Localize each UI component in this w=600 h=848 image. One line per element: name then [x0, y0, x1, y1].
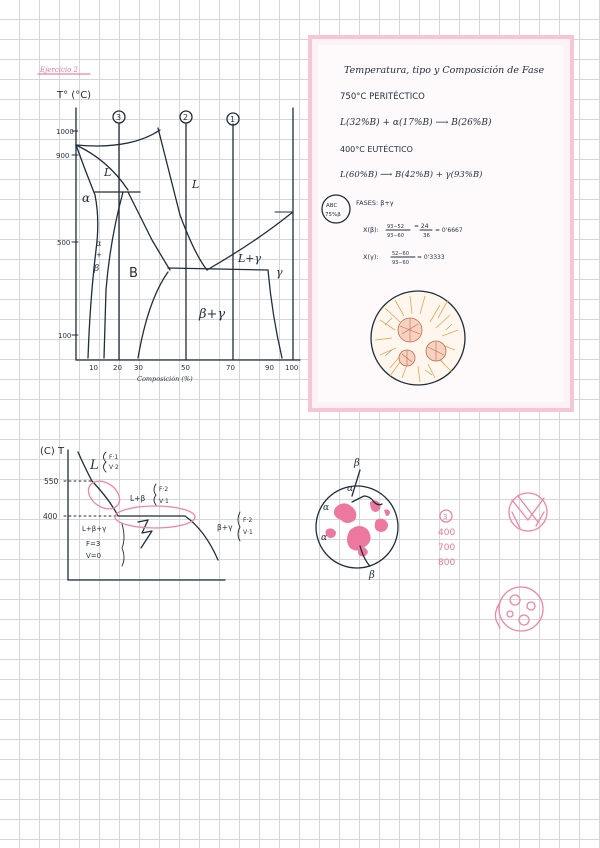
side-list-item-800: 800: [438, 558, 456, 568]
x-tick-50: 50: [181, 364, 190, 372]
grain-sketch: [316, 458, 398, 581]
beta-boundary-left: [104, 192, 123, 358]
x-gamma-result: = 0'3333: [417, 254, 445, 261]
x-axis-label: Composición (%): [137, 375, 193, 383]
y-tick-900: 900: [56, 152, 70, 160]
beta-solvus: [138, 272, 168, 358]
l-phase-label: L: [90, 458, 99, 473]
side-list-item-400: 400: [438, 528, 456, 538]
x-beta-denominator: 93−60: [387, 233, 404, 239]
eutectic-header: 400°C EUTÉCTICO: [340, 145, 413, 154]
beta-boundary-right: [128, 192, 170, 270]
temp-550: 550: [44, 477, 59, 486]
alpha-label-b: α: [323, 503, 330, 513]
x-beta-result: = 0'6667: [435, 227, 463, 234]
lbg-f: F=3: [86, 540, 101, 548]
alloy-marker-3-label: 3: [116, 113, 122, 122]
side-list: [438, 510, 455, 568]
phase-diagram: [56, 90, 300, 383]
y-tick-500: 500: [57, 239, 71, 247]
peritectic-equation: L(32%B) + α(17%B) ⟶ B(26%B): [340, 118, 492, 128]
l-f: F·1: [109, 454, 119, 461]
temp-400: 400: [43, 512, 58, 521]
liquidus-middle: [158, 128, 207, 270]
region-l-gamma: L+γ: [238, 252, 262, 265]
x-beta-label: X(β):: [363, 226, 379, 234]
cooling-axis-label: (C) T: [40, 446, 65, 457]
beta-pointer-top: [352, 470, 360, 496]
side-list-item-700: 700: [438, 543, 456, 553]
x-beta-mid: = 24: [414, 223, 429, 230]
y-tick-1000: 1000: [56, 128, 74, 136]
y-axis-label: T° (°C): [57, 90, 92, 101]
x-tick-20: 20: [113, 364, 122, 372]
alpha-label-c: α: [321, 533, 328, 543]
region-alpha: α: [82, 191, 91, 205]
lbg-v: V=0: [86, 552, 102, 560]
pink-sketch-bottom: [495, 587, 543, 631]
y-tick-100: 100: [58, 332, 72, 340]
region-beta: B: [129, 266, 138, 281]
beta-bottom-label: β: [369, 570, 375, 581]
peritectic-header: 750°C PERITÉCTICO: [340, 92, 425, 102]
eutectic-equation: L(60%B) ⟶ B(42%B) + γ(93%B): [340, 170, 483, 180]
x-tick-90: 90: [265, 364, 274, 372]
x-gamma-label: X(γ):: [363, 253, 379, 261]
region-liquid: L: [192, 178, 200, 191]
x-beta-numerator: 93−52: [387, 224, 404, 230]
arrow-zigzag: [138, 520, 152, 548]
phases-text: FASES: β+γ: [356, 199, 394, 207]
alpha-solvus: [76, 145, 98, 358]
exercise-label: Ejercicio 2: [40, 66, 78, 74]
bg-phase-label: β+γ: [217, 523, 233, 532]
x-gamma-numerator: 52−60: [392, 251, 409, 257]
alloy-marker-2-label: 2: [183, 113, 189, 122]
microstructure-sketch: [371, 291, 465, 385]
liquidus-top: [76, 130, 160, 146]
x-tick-100: 100: [285, 364, 299, 372]
lbg-phase-label: L+β+γ: [82, 525, 107, 533]
beta-top-label: β: [354, 458, 360, 469]
lb-f: F·2: [159, 486, 169, 493]
region-liquid-left: L: [104, 166, 112, 179]
box-line-1: ABC: [326, 203, 338, 209]
notes-box: [310, 37, 572, 410]
x-beta-mid-den: 36: [423, 233, 430, 239]
bg-v: V·1: [243, 529, 253, 536]
alloy-marker-1-label: 1: [230, 115, 236, 124]
pink-sketch-top: [509, 493, 547, 531]
region-gamma: γ: [276, 266, 283, 279]
alpha-label-a: α: [347, 484, 354, 494]
l-v: V·2: [109, 464, 119, 471]
region-alpha-beta-c: β: [94, 264, 100, 274]
region-beta-gamma: β+γ: [199, 307, 226, 322]
cooling-curve: [40, 446, 253, 580]
highlight-400: [115, 506, 195, 528]
region-alpha-beta-b: +: [96, 251, 102, 259]
bg-f: F·2: [243, 517, 253, 524]
notes-title: Temperatura, tipo y Composición de Fase: [344, 65, 545, 76]
beta-grains: [326, 500, 391, 556]
x-tick-70: 70: [226, 364, 235, 372]
region-alpha-beta-a: α: [96, 239, 102, 248]
side-list-number: 3: [443, 513, 448, 521]
x-tick-10: 10: [89, 364, 98, 372]
lb-v: V·1: [159, 498, 169, 505]
gamma-solvus: [268, 270, 282, 358]
box-line-2: 75%β: [325, 212, 341, 218]
x-tick-30: 30: [134, 364, 143, 372]
x-gamma-denominator: 93−60: [392, 260, 409, 266]
lb-phase-label: L+β: [130, 494, 146, 503]
eutectic-line: [168, 268, 268, 270]
